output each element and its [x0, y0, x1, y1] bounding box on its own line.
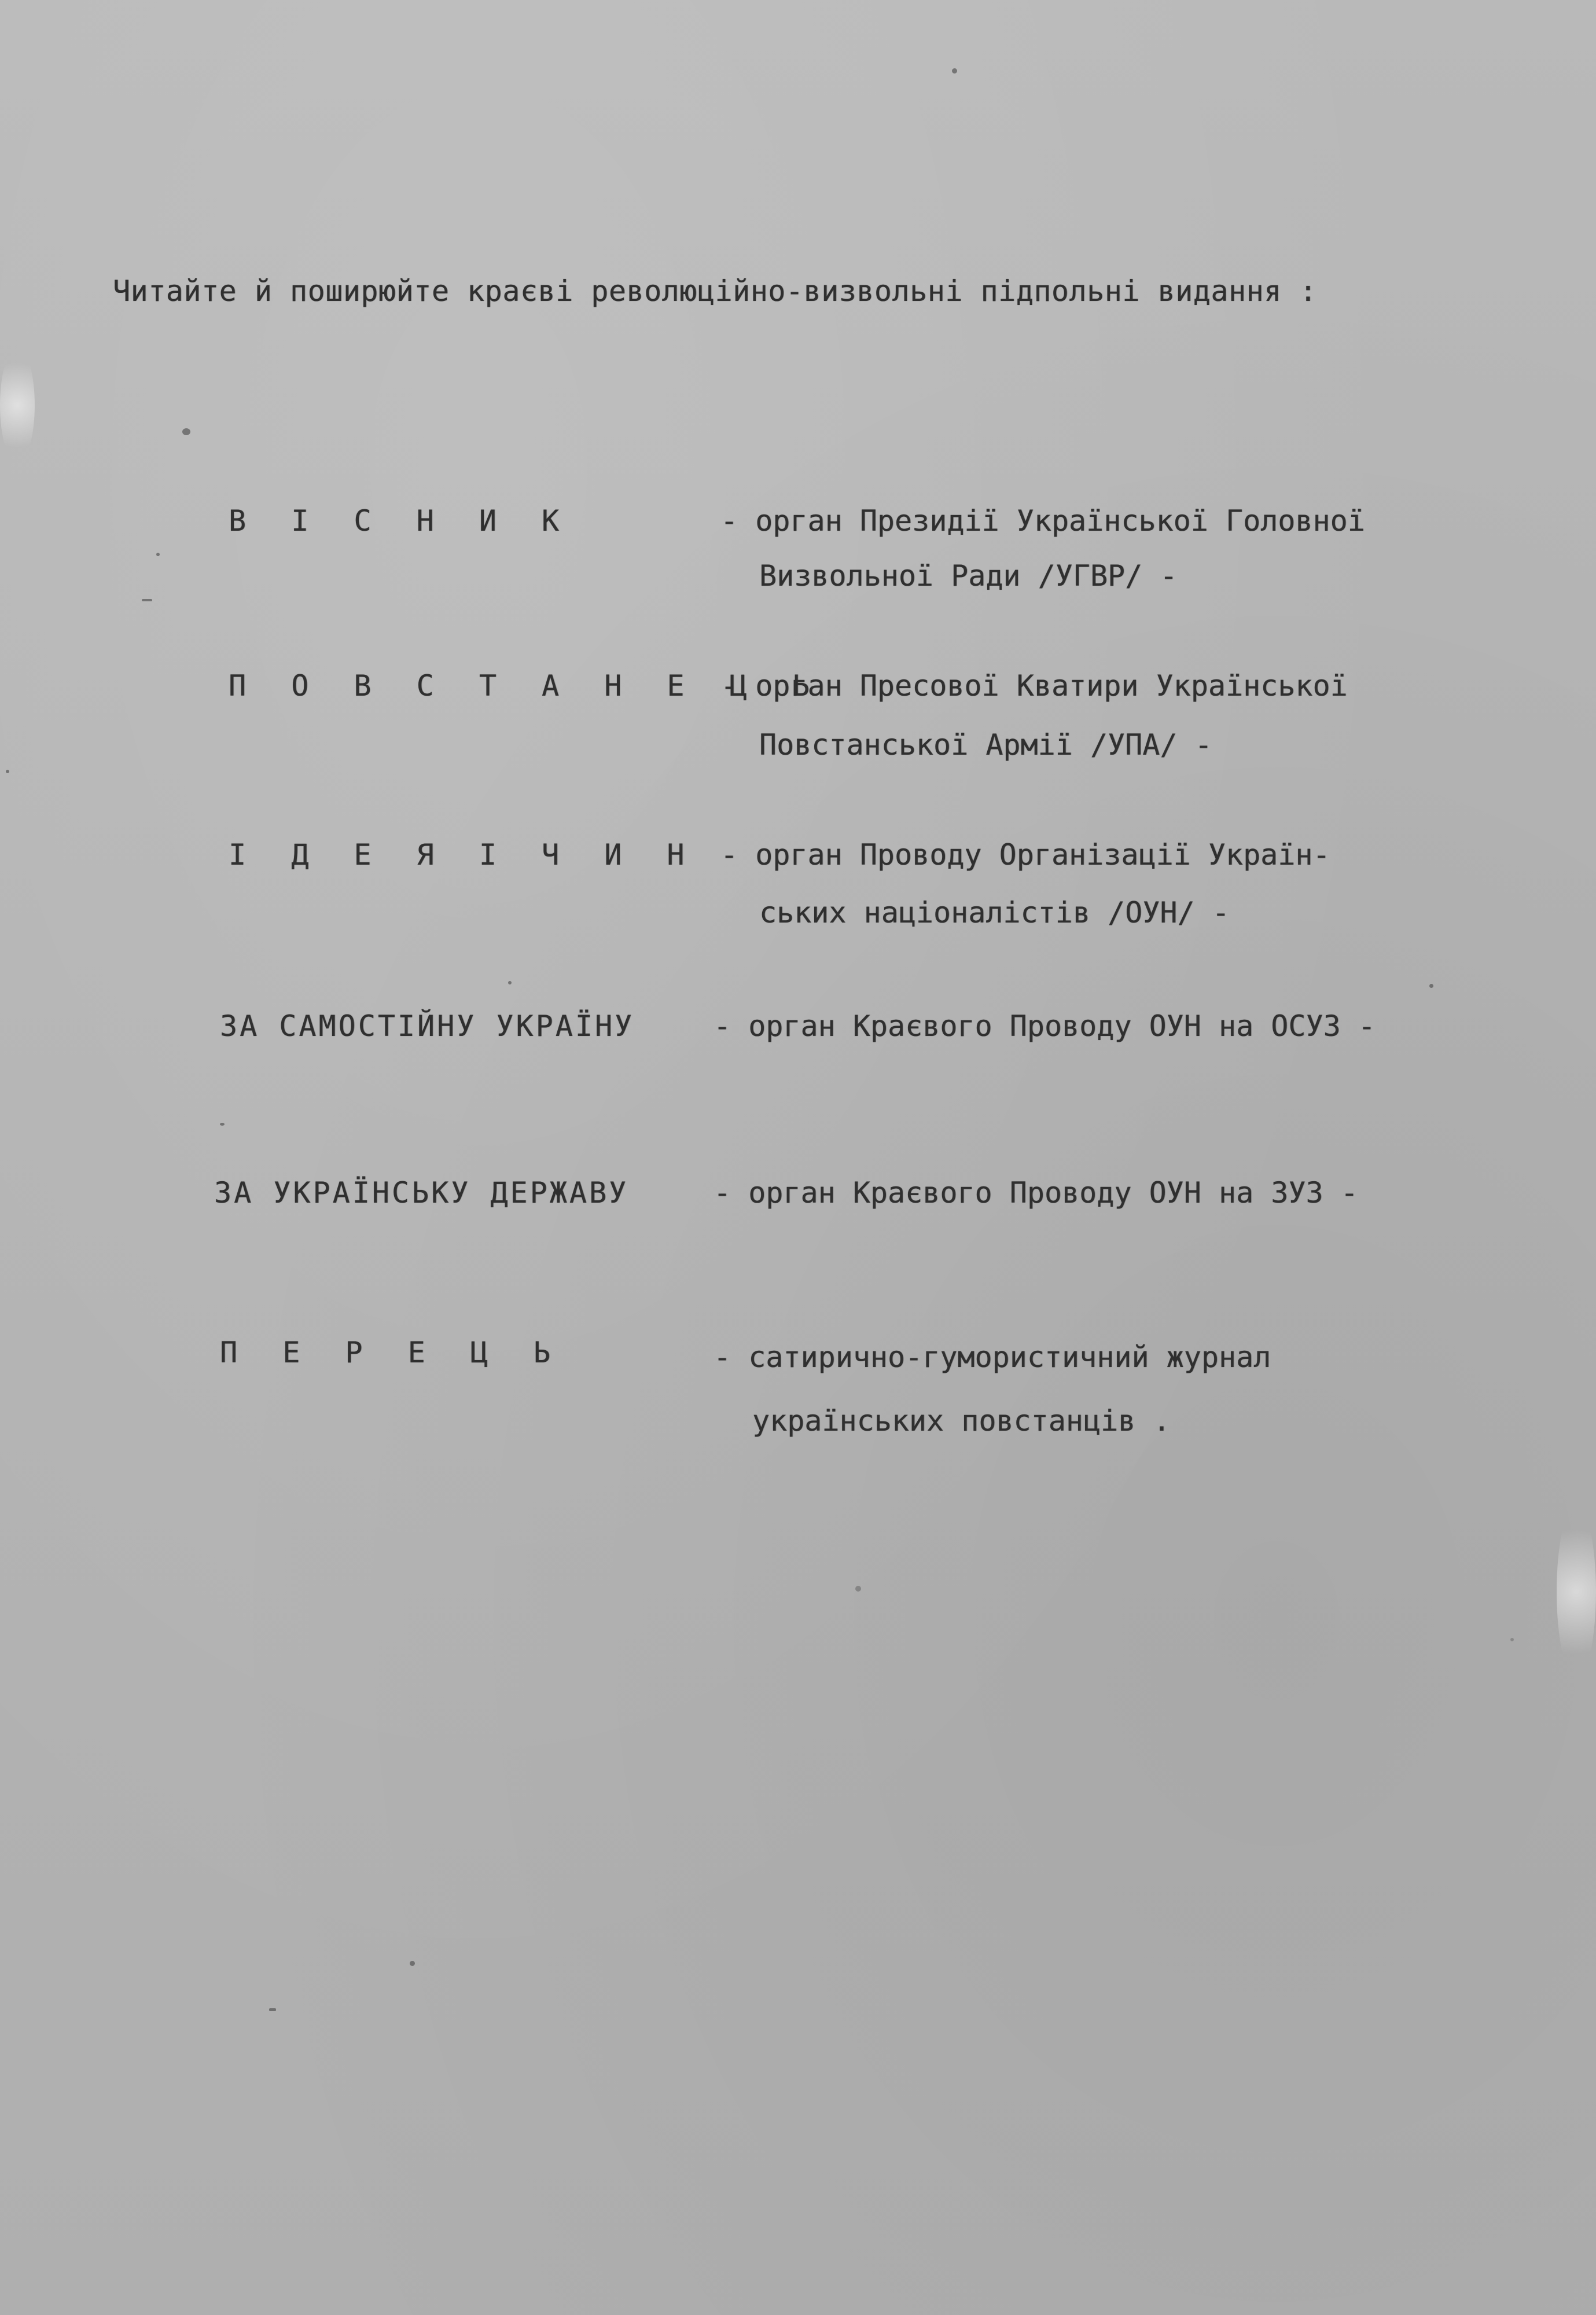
publication-description-continued: українських повстанців . — [752, 1404, 1171, 1438]
publication-description-continued: Повстанської Армії /УПА/ - — [759, 728, 1212, 762]
paper-speck — [142, 599, 152, 601]
paper-wear-mark — [1557, 1505, 1596, 1678]
publication-title: П О В С Т А Н Е Ц Ь — [229, 669, 823, 703]
paper-speck — [855, 1586, 861, 1592]
publication-description: - орган Президії Української Головної — [720, 504, 1365, 538]
paper-speck — [1429, 984, 1433, 988]
paper-speck — [410, 1961, 415, 1966]
paper-speck — [6, 770, 9, 773]
publication-title: І Д Е Я І Ч И Н — [229, 838, 698, 872]
paper-wear-mark — [0, 347, 35, 463]
paper-speck — [182, 428, 190, 435]
publication-title: П Е Р Е Ц Ь — [220, 1336, 565, 1369]
publication-description: - сатирично-гумористичний журнал — [714, 1340, 1271, 1374]
paper-speck — [952, 68, 957, 74]
publication-title: ЗА УКРАЇНСЬКУ ДЕРЖАВУ — [214, 1176, 629, 1210]
paper-speck — [220, 1123, 225, 1126]
publication-description: - орган Краєвого Проводу ОУН на ОСУЗ - — [714, 1009, 1376, 1043]
publication-title: В І С Н И К — [229, 504, 573, 538]
paper-speck — [508, 981, 512, 984]
publication-title: ЗА САМОСТІЙНУ УКРАЇНУ — [220, 1009, 635, 1043]
paper-speck — [269, 2008, 276, 2011]
publication-description: - орган Краєвого Проводу ОУН на ЗУЗ - — [714, 1176, 1358, 1210]
page-heading: Читайте й поширюйте краєві революційно-визвольні підпольні видання : — [113, 274, 1317, 308]
paper-speck — [156, 553, 160, 556]
publication-description-continued: Визвольної Ради /УГВР/ - — [759, 559, 1178, 593]
publication-description-continued: ських націоналістів /ОУН/ - — [759, 896, 1230, 929]
publication-description: - орган Проводу Організації Україн- — [720, 838, 1330, 872]
paper-speck — [1510, 1638, 1514, 1641]
publication-description: - орган Пресової Кватири Української — [720, 669, 1348, 703]
